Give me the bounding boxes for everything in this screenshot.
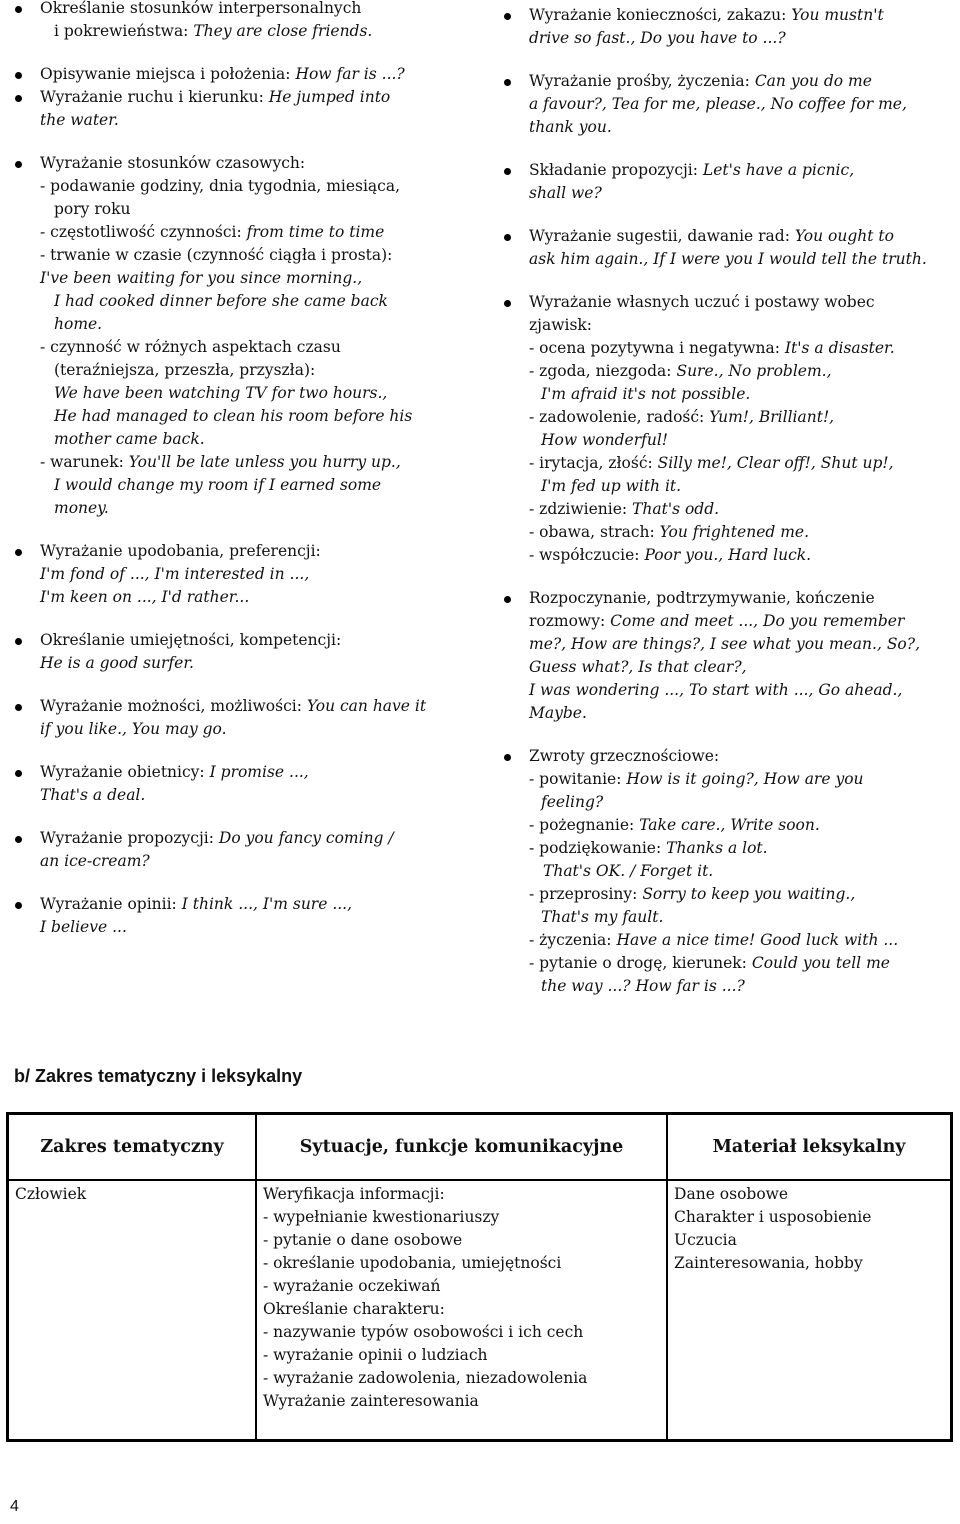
bullet-line — [529, 452, 948, 475]
bullet-dot-icon — [15, 6, 22, 13]
bullet-item — [14, 540, 454, 609]
bullet-example: I'm afraid it's not possible. — [541, 385, 751, 403]
bullet-line — [529, 314, 948, 337]
bullet-line — [40, 313, 454, 336]
bullet-label: Zwroty grzecznościowe: — [529, 747, 720, 765]
bullet-example: I promise ..., — [209, 763, 309, 781]
bullet-line — [529, 182, 948, 205]
cell-topic: Człowiek — [8, 1180, 256, 1440]
bullet-example: ask him again., If I were you I would tell the truth. — [529, 250, 927, 268]
bullet-label: Wyrażanie prośby, życzenia: — [529, 72, 755, 90]
bullet-example: They are close friends. — [193, 22, 373, 40]
bullet-label: Wyrażanie propozycji: — [40, 829, 219, 847]
bullet-label: Wyrażanie stosunków czasowych: — [40, 154, 306, 172]
bullet-dot-icon — [15, 902, 22, 909]
bullet-line — [529, 768, 948, 791]
bullet-line — [529, 952, 948, 975]
bullet-line — [40, 198, 454, 221]
bullet-line — [529, 383, 948, 406]
bullet-dot-icon — [15, 704, 22, 711]
bullet-example: You frightened me. — [659, 523, 810, 541]
bullet-dot-icon — [504, 234, 511, 241]
bullet-label: Wyrażanie obietnicy: — [40, 763, 210, 781]
table-row — [8, 1180, 951, 1440]
bullet-label: Składanie propozycji: — [529, 161, 703, 179]
page-number: 4 — [10, 1498, 19, 1515]
bullet-line — [40, 718, 454, 741]
table-cell-line: - wyrażanie opinii o ludziach — [263, 1346, 488, 1364]
bullet-label: - przeprosiny: — [529, 885, 643, 903]
bullet-label: - podawanie godziny, dnia tygodnia, miesiąca, — [40, 177, 401, 195]
bullet-item — [14, 695, 454, 741]
bullet-example: I'm fond of ..., I'm interested in ..., — [40, 565, 310, 583]
bullet-line — [40, 336, 454, 359]
bullet-item — [503, 587, 948, 725]
bullet-line — [529, 544, 948, 567]
bullet-label: - obawa, strach: — [529, 523, 660, 541]
bullet-label: - zadowolenie, radość: — [529, 408, 710, 426]
bullet-line — [40, 244, 454, 267]
bullet-example: an ice-cream? — [40, 852, 150, 870]
bullet-line — [40, 563, 454, 586]
bullet-example: I was wondering ..., To start with ..., Go ahead., — [529, 681, 903, 699]
bullet-line — [40, 290, 454, 313]
bullet-dot-icon — [15, 549, 22, 556]
bullet-dot-icon — [15, 95, 22, 102]
bullet-example: Come and meet ..., Do you remember — [610, 612, 905, 630]
bullet-label: - podziękowanie: — [529, 839, 667, 857]
bullet-line — [529, 791, 948, 814]
bullet-example: You ought to — [794, 227, 894, 245]
bullet-line — [40, 695, 454, 718]
bullet-line — [40, 586, 454, 609]
bullet-label: Opisywanie miejsca i położenia: — [40, 65, 296, 83]
bullet-example: How far is ...? — [295, 65, 405, 83]
bullet-label: - ocena pozytywna i negatywna: — [529, 339, 785, 357]
bullet-line — [40, 428, 454, 451]
bullet-example: I had cooked dinner before she came back — [54, 292, 388, 310]
section-heading: b/ Zakres tematyczny i leksykalny — [14, 1066, 303, 1086]
bullet-line — [529, 475, 948, 498]
bullet-line — [40, 629, 454, 652]
bullet-example: Have a nice time! Good luck with ... — [616, 931, 899, 949]
bullet-example: if you like., You may go. — [40, 720, 227, 738]
table-cell-line: - wypełnianie kwestionariuszy — [263, 1208, 500, 1226]
bullet-line — [40, 761, 454, 784]
bullet-line — [529, 116, 948, 139]
bullet-item — [14, 629, 454, 675]
bullet-example: the water. — [40, 111, 119, 129]
bullet-item — [14, 86, 454, 132]
bullet-example: Poor you., Hard luck. — [644, 546, 812, 564]
bullet-line — [529, 429, 948, 452]
bullet-example: Guess what?, Is that clear?, — [529, 658, 747, 676]
bullet-line — [529, 837, 948, 860]
bullet-line — [529, 587, 948, 610]
bullet-example: You mustn't — [791, 6, 884, 24]
bullet-line — [529, 4, 948, 27]
bullet-item — [14, 152, 454, 520]
table-cell-line: Wyrażanie zainteresowania — [263, 1392, 479, 1410]
bullet-example: Silly me!, Clear off!, Shut up!, — [657, 454, 894, 472]
bullet-label: - trwanie w czasie (czynność ciągła i prosta): — [40, 246, 393, 264]
bullet-example: That's odd. — [632, 500, 720, 518]
bullet-item — [14, 63, 454, 86]
bullet-label: i pokrewieństwa: — [54, 22, 194, 40]
bullet-line — [40, 850, 454, 873]
header-vocabulary: Materiał leksykalny — [667, 1114, 951, 1180]
bullet-item — [503, 745, 948, 998]
bullet-example: How is it going?, How are you — [626, 770, 864, 788]
bullet-example: I believe ... — [40, 918, 127, 936]
bullet-dot-icon — [504, 300, 511, 307]
bullet-line — [40, 175, 454, 198]
bullet-line — [529, 27, 948, 50]
bullet-dot-icon — [504, 13, 511, 20]
bullet-example: Sure., No problem., — [676, 362, 832, 380]
bullet-label: - pożegnanie: — [529, 816, 640, 834]
bullet-line — [40, 359, 454, 382]
bullet-example: mother came back. — [54, 430, 205, 448]
bullet-label: - współczucie: — [529, 546, 645, 564]
bullet-label: pory roku — [54, 200, 131, 218]
bullet-example: He had managed to clean his room before his — [54, 407, 413, 425]
bullet-dot-icon — [504, 596, 511, 603]
bullet-line — [529, 406, 948, 429]
bullet-example: Sorry to keep you waiting., — [642, 885, 856, 903]
bullet-item — [503, 225, 948, 271]
bullet-example: I'm keen on ..., I'd rather... — [40, 588, 250, 606]
bullet-line — [40, 152, 454, 175]
bullet-label: rozmowy: — [529, 612, 611, 630]
bullet-label: Wyrażanie własnych uczuć i postawy wobec — [529, 293, 875, 311]
bullet-line — [40, 382, 454, 405]
bullet-label: - warunek: — [40, 453, 129, 471]
bullet-line — [529, 498, 948, 521]
bullet-line — [529, 337, 948, 360]
bullet-item — [14, 0, 454, 43]
bullet-example: money. — [54, 499, 109, 517]
bullet-line — [40, 474, 454, 497]
bullet-line — [529, 159, 948, 182]
bullet-example: How wonderful! — [541, 431, 669, 449]
bullet-line — [40, 405, 454, 428]
table-cell-line: - wyrażanie zadowolenia, niezadowolenia — [263, 1369, 588, 1387]
bullet-example: a favour?, Tea for me, please., No coffee for me, — [529, 95, 907, 113]
bullet-label: Określanie stosunków interpersonalnych — [40, 0, 362, 17]
cell-functions — [256, 1180, 667, 1440]
bullet-line — [529, 521, 948, 544]
bullet-label: Wyrażanie ruchu i kierunku: — [40, 88, 269, 106]
table-cell-line: Zainteresowania, hobby — [674, 1254, 863, 1272]
bullet-example: That's a deal. — [40, 786, 146, 804]
bullet-line — [529, 814, 948, 837]
bullet-line — [40, 109, 454, 132]
bullet-line — [529, 929, 948, 952]
bullet-dot-icon — [15, 161, 22, 168]
bullet-item — [503, 159, 948, 205]
table-cell-line: - pytanie o dane osobowe — [263, 1231, 463, 1249]
bullet-dot-icon — [15, 770, 22, 777]
bullet-example: Do you fancy coming / — [218, 829, 394, 847]
bullet-example: I would change my room if I earned some — [54, 476, 382, 494]
bullet-label: - pytanie o drogę, kierunek: — [529, 954, 752, 972]
bullet-line — [40, 893, 454, 916]
bullet-line — [529, 656, 948, 679]
bullet-line — [40, 827, 454, 850]
bullet-example: I'm fed up with it. — [541, 477, 682, 495]
table-cell-line: Weryfikacja informacji: — [263, 1185, 445, 1203]
bullet-example: home. — [54, 315, 103, 333]
bullet-line — [529, 702, 948, 725]
bullet-line — [529, 906, 948, 929]
bullet-label: (teraźniejsza, przeszła, przyszła): — [54, 361, 316, 379]
bullet-label: Wyrażanie upodobania, preferencji: — [40, 542, 321, 560]
bullet-example: the way ...? How far is ...? — [541, 977, 745, 995]
cell-vocabulary — [667, 1180, 951, 1440]
bullet-line — [40, 916, 454, 939]
bullet-example: That's my fault. — [541, 908, 664, 926]
bullet-example: You'll be late unless you hurry up., — [128, 453, 401, 471]
table-header-row — [8, 1114, 951, 1180]
bullet-label: - zgoda, niezgoda: — [529, 362, 677, 380]
bullet-example: He is a good surfer. — [40, 654, 194, 672]
bullet-label: - zdziwienie: — [529, 500, 633, 518]
bullet-example: We have been watching TV for two hours., — [54, 384, 388, 402]
bullet-item — [14, 827, 454, 873]
table-cell-line: - określanie upodobania, umiejętności — [263, 1254, 562, 1272]
bullet-example: Could you tell me — [751, 954, 890, 972]
bullet-item — [14, 761, 454, 807]
topics-table — [6, 1112, 953, 1442]
bullet-label: - powitanie: — [529, 770, 627, 788]
left-column — [14, 0, 454, 959]
bullet-line — [529, 860, 948, 883]
bullet-item — [503, 291, 948, 567]
bullet-line — [529, 610, 948, 633]
bullet-example: drive so fast., Do you have to ...? — [529, 29, 786, 47]
bullet-example: Maybe. — [529, 704, 587, 722]
bullet-example: Thanks a lot. — [666, 839, 768, 857]
bullet-line — [529, 93, 948, 116]
bullet-example: thank you. — [529, 118, 612, 136]
bullet-label: Wyrażanie możności, możliwości: — [40, 697, 307, 715]
table-cell-line: Charakter i usposobienie — [674, 1208, 872, 1226]
bullet-item — [503, 4, 948, 50]
bullet-example: Yum!, Brilliant!, — [709, 408, 835, 426]
bullet-label: - życzenia: — [529, 931, 617, 949]
bullet-example: Take care., Write soon. — [639, 816, 820, 834]
table-cell-line: Określanie charakteru: — [263, 1300, 445, 1318]
table-cell-line: Dane osobowe — [674, 1185, 789, 1203]
bullet-label: Wyrażanie opinii: — [40, 895, 182, 913]
bullet-line — [529, 975, 948, 998]
bullet-line — [40, 451, 454, 474]
bullet-label: Wyrażanie konieczności, zakazu: — [529, 6, 792, 24]
bullet-dot-icon — [15, 836, 22, 843]
bullet-line — [529, 291, 948, 314]
bullet-line — [40, 652, 454, 675]
table-cell-line: - nazywanie typów osobowości i ich cech — [263, 1323, 584, 1341]
bullet-line — [529, 360, 948, 383]
bullet-example: shall we? — [529, 184, 602, 202]
bullet-line — [40, 0, 454, 20]
bullet-item — [503, 70, 948, 139]
bullet-label: Wyrażanie sugestii, dawanie rad: — [529, 227, 795, 245]
bullet-example: Can you do me — [754, 72, 872, 90]
bullet-label: zjawisk: — [529, 316, 593, 334]
bullet-line — [529, 225, 948, 248]
bullet-line — [40, 540, 454, 563]
bullet-line — [529, 633, 948, 656]
table-cell-line: - wyrażanie oczekiwań — [263, 1277, 441, 1295]
right-column — [503, 4, 948, 1018]
bullet-label: Określanie umiejętności, kompetencji: — [40, 631, 342, 649]
bullet-label: Rozpoczynanie, podtrzymywanie, kończenie — [529, 589, 875, 607]
bullet-example: That's OK. / Forget it. — [543, 862, 714, 880]
bullet-label: - częstotliwość czynności: — [40, 223, 247, 241]
bullet-line — [40, 497, 454, 520]
bullet-dot-icon — [504, 754, 511, 761]
bullet-line — [529, 679, 948, 702]
bullet-dot-icon — [15, 638, 22, 645]
bullet-label: - irytacja, złość: — [529, 454, 658, 472]
bullet-example: He jumped into — [268, 88, 391, 106]
bullet-line — [529, 248, 948, 271]
bullet-line — [529, 745, 948, 768]
bullet-line — [529, 70, 948, 93]
bullet-example: me?, How are things?, I see what you mean., So?, — [529, 635, 921, 653]
bullet-line — [40, 221, 454, 244]
bullet-line — [40, 63, 454, 86]
bullet-line — [40, 267, 454, 290]
bullet-example: I've been waiting for you since morning., — [40, 269, 363, 287]
bullet-example: You can have it — [306, 697, 427, 715]
bullet-example: Let's have a picnic, — [702, 161, 855, 179]
header-functions: Sytuacje, funkcje komunikacyjne — [256, 1114, 667, 1180]
bullet-dot-icon — [504, 168, 511, 175]
bullet-line — [40, 86, 454, 109]
bullet-line — [40, 784, 454, 807]
bullet-dot-icon — [504, 79, 511, 86]
bullet-label: - czynność w różnych aspektach czasu — [40, 338, 341, 356]
bullet-example: from time to time — [246, 223, 385, 241]
bullet-example: I think ..., I'm sure ..., — [181, 895, 353, 913]
bullet-line — [40, 20, 454, 43]
bullet-example: feeling? — [541, 793, 604, 811]
bullet-line — [529, 883, 948, 906]
header-topic: Zakres tematyczny — [8, 1114, 256, 1180]
table-cell-line: Uczucia — [674, 1231, 737, 1249]
bullet-dot-icon — [15, 72, 22, 79]
bullet-example: It's a disaster. — [784, 339, 895, 357]
bullet-item — [14, 893, 454, 939]
